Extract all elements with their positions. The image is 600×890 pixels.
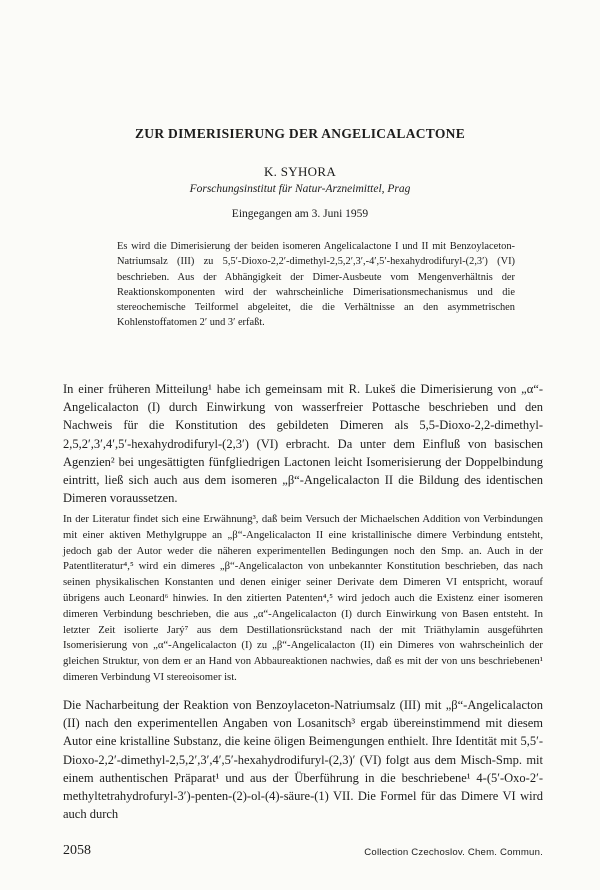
journal-name: Collection Czechoslov. Chem. Commun. — [364, 847, 543, 858]
abstract: Es wird die Dimerisierung der beiden isomeren Angelicalactone I und II mit Benzoylaceton-Natriumsalz (III) zu 5,5′-Dioxo-2,2′-dimethyl-2,5,2′,3′,-4′,5′-hexahydrodifuryl-(2,3′) (VI) beschrieben. Aus der Abhängigkeit der Dimer-Ausbeute vom Mengenverhältnis der Reaktionskomponenten wird der wahrscheinliche Dimerisationsmechanismus und die stereochemische Teilformel abgeleitet, die die Verhältnisse an den asymmetrischen Kohlenstoffatomen 2′ und 3′ erfaßt. — [117, 241, 515, 329]
body-paragraph-3: Die Nacharbeitung der Reaktion von Benzoylaceton-Natriumsalz (III) mit „β“-Angelicalacton (II) nach den experimentellen Angaben von Losanitsch³ ergab übereinstimmend mit diesem Autor eine kristalline Substanz, die keine öligen Beimengungen enthielt. Ihre Identität mit 5,5′-Dioxo-2,2′-dimethyl-2,5,2′,3′,4′,5′-hexahydrodifuryl-(2,3)′ (VI) folgt aus dem Misch-Smp. mit einem authentischen Präparat¹ und aus der Überführung in die beschriebene¹ 4-(5′-Oxo-2′-methyltetrahydrofuryl-3′)-penten-(2)-ol-(4)-säure-(1) VII. Die Formel für das Dimere VI wird auch durch — [63, 698, 543, 822]
author-affiliation: Forschungsinstitut für Natur-Arzneimittel, Prag — [189, 183, 411, 195]
article-title: ZUR DIMERISIERUNG DER ANGELICALACTONE — [134, 126, 466, 141]
body-paragraph-2: In der Literatur findet sich eine Erwähnung³, daß beim Versuch der Michaelschen Addition von Verbindungen mit einer aktiven Methylgruppe an „β“-Angelicalacton II eine kristallinische dimere Verbindung entsteht, jedoch gab der Autor weder die näheren experimentellen Bedingungen noch den Smp. an. Auch in der Patentliteratur⁴,⁵ wird ein dimeres „β“-Angelicalacton von unbekannter Konstitution beschrieben, das nach seinen physikalischen Konstanten und denen einiger seiner Derivate dem Dimeren VI entspricht, worauf übrigens auch Leonard⁶ hinwies. In den zitierten Patenten⁴,⁵ wird jedoch auch die Existenz einer isomeren dimeren Verbindung beschrieben, die aus „α“-Angelicalacton (I) durch Einwirkung von Basen entsteht. In letzter Zeit isolierte Jarý⁷ aus dem Destillationsrückstand nach der mit Triäthylamin ausgeführten Isomerisierung von „α“-Angelicalacton (I) zu „β“-Angelicalacton (II) ein Dimeres von wahrscheinlich der gleichen Struktur, von dem er an Hand von Abbaureaktionen nachwies, daß es mit der von uns beschriebenen¹ dimeren Verbindung VI stereoisomer ist. — [63, 513, 543, 683]
received-date: Eingegangen am 3. Juni 1959 — [231, 208, 369, 220]
body-paragraph-1: In einer früheren Mitteilung¹ habe ich gemeinsam mit R. Lukeš die Dimerisierung von „α“-Angelicalacton (I) durch Einwirkung von wasserfreier Pottasche beschrieben und den Nachweis für die Konstitution des gebildeten Dimeren als 5,5-Dioxo-2,2-dimethyl-2,5,2′,3′,4′,5′-hexahydrodifuryl-(2,3′) (VI) erbracht. Da unter dem Einfluß von basischen Agenzien² bei ungesättigten fünfgliedrigen Lactonen leicht Isomerisierung der Doppelbindung eintritt, ließ sich auch aus dem isomeren „β“-Angelicalacton II die Bildung des identischen Dimeren voraussetzen. — [63, 382, 543, 506]
page-number: 2058 — [63, 843, 91, 858]
author-name: K. SYHORA — [263, 164, 337, 179]
